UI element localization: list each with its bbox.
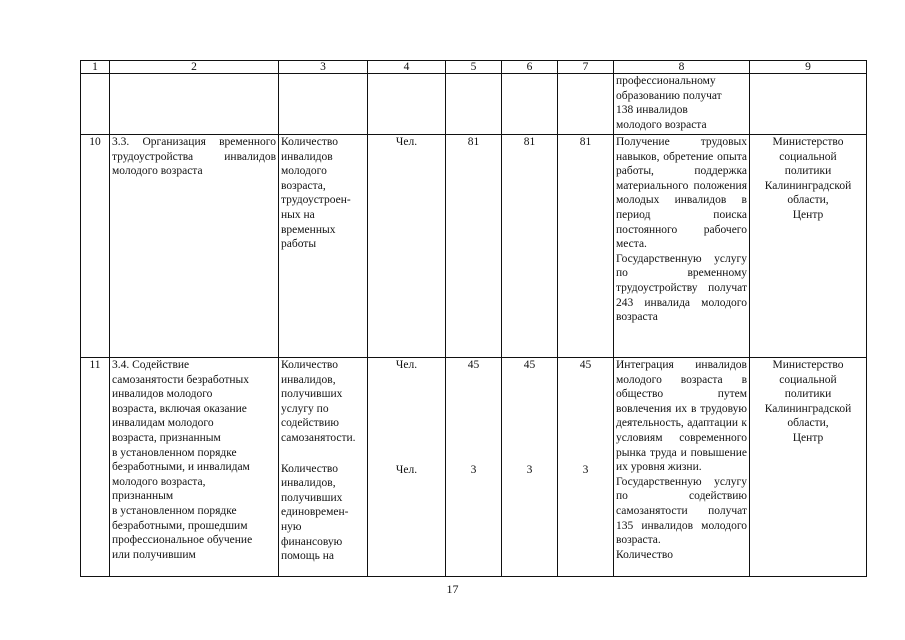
unit-cell: Чел.	[368, 135, 446, 358]
result-text: Интеграция инвалидов молодого возраста в общество путем вовлечения их в трудовую деятельность, адаптации к условиям современного рынка труда и повышение их уровня жизни. Государственную услугу по содействию самозанятости получат 135 инвалидов молодого возраста. Количество	[614, 358, 750, 577]
value-b: 3	[526, 463, 533, 476]
value-a: 45	[579, 359, 592, 371]
table-row	[81, 135, 867, 358]
col-number: 7	[558, 61, 614, 74]
value-cell: 81	[558, 135, 614, 358]
value-cell: 81	[502, 135, 558, 358]
col-number: 4	[368, 61, 446, 74]
measures-table	[80, 60, 867, 577]
col-number: 5	[446, 61, 502, 74]
indicator-text-a: Количество инвалидов, получивших услугу по содействию самозанятости.	[281, 359, 356, 444]
indicator-cell	[279, 358, 368, 577]
col-number: 3	[279, 61, 368, 74]
col-number: 2	[110, 61, 279, 74]
unit-b: Чел.	[395, 463, 418, 476]
value-b: 3	[582, 463, 589, 476]
col-number: 8	[614, 61, 750, 74]
result-continuation: профессиональному образованию получат 138 инвалидов молодого возраста	[614, 74, 750, 135]
value-a: 45	[467, 359, 480, 371]
result-text: Получение трудовых навыков, обретение опыта работы, поддержка материального положения молодых инвалидов в период поиска постоянного рабочего места. Государственную услугу по временному трудоустройству получат 243 инвалида молодого возраста	[614, 135, 750, 358]
value-cell	[558, 358, 614, 577]
continuation-row	[81, 74, 867, 135]
indicator-text: Количество инвалидов молодого возраста, трудоустроен- ных на временных работы	[279, 135, 368, 358]
column-numbers-row	[81, 61, 867, 74]
page-number: 17	[446, 582, 459, 596]
indicator-text-b: Количество инвалидов, получивших единовремен- ную финансовую помощь на	[281, 462, 349, 563]
value-b: 3	[470, 463, 477, 476]
row-number: 10	[81, 135, 110, 358]
col-number: 9	[750, 61, 867, 74]
col-number: 1	[81, 61, 110, 74]
executor-text: Министерство социальной политики Калининградской области, Центр	[750, 358, 867, 577]
row-number: 11	[81, 358, 110, 577]
value-cell: 81	[446, 135, 502, 358]
executor-text: Министерство социальной политики Калининградской области, Центр	[750, 135, 867, 358]
unit-cell	[368, 358, 446, 577]
table-row	[81, 358, 867, 577]
measure-name: 3.3. Организация временного трудоустройства инвалидов молодого возраста	[110, 135, 279, 358]
value-cell	[502, 358, 558, 577]
value-cell	[446, 358, 502, 577]
value-a: 45	[523, 359, 536, 371]
unit-a: Чел.	[395, 359, 418, 371]
col-number: 6	[502, 61, 558, 74]
measure-name: 3.4. Содействие самозанятости безработных инвалидов молодого возраста, включая оказание инвалидам молодого возраста, признанным в установленном порядке безработными, и инвалидам молодого возраста, признанным в установленном порядке безработными, прошедшим профессиональное обучение или получившим	[110, 358, 279, 577]
